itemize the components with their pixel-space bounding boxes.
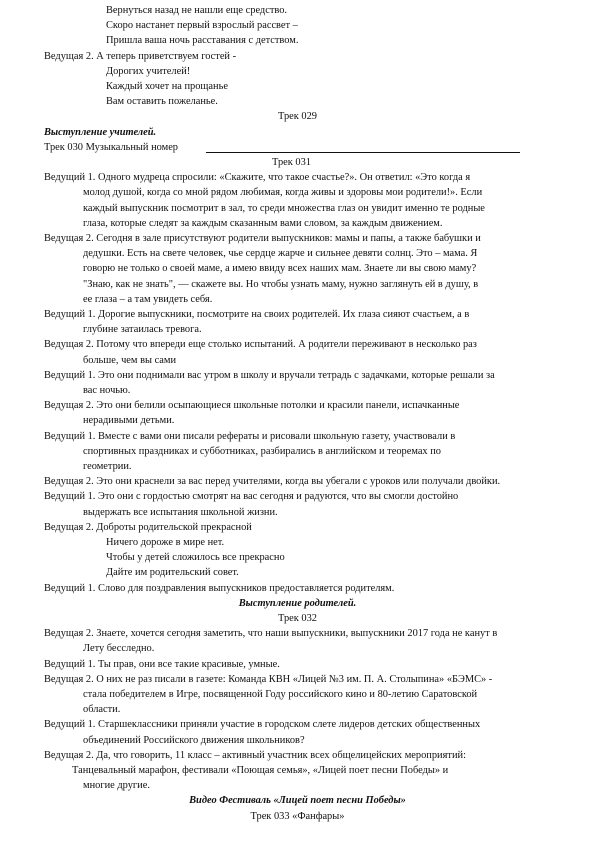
poem-line: Ничего дороже в мире нет. (106, 537, 225, 548)
speaker-line: Ведущий 1. Старшеклассники приняли участие в городском слете лидеров детских общественных (44, 719, 481, 731)
track-heading: Трек 033 «Фанфары» (250, 810, 345, 822)
poem-line: Вернуться назад не нашли еще средство. (106, 5, 287, 16)
section-heading: Выступление родителей. (238, 597, 357, 609)
text-line: спортивных праздниках и субботниках, разбирались в английском и теоремах по (83, 445, 441, 457)
text-line: дедушки. Есть на свете человек, чье сердце жарче и сильнее девяти солнц. Это – мама. Я (83, 248, 478, 260)
text-line: вас ночью. (83, 385, 131, 396)
text-line: глаза, которые следят за каждым сказанным вами словом, за каждым движением. (83, 217, 443, 229)
speaker-line: Ведущая 2. Доброты родительской прекрасной (44, 521, 252, 533)
text-line: говорю не только о своей маме, а имею ввиду всех наших мам. Знаете ли вы свою маму? (83, 263, 477, 275)
track-label: Трек 030 Музыкальный номер (44, 141, 179, 153)
speaker-line: Ведущий 1. Это они с гордостью смотрят на вас сегодня и радуются, что вы смогли достойно (44, 491, 459, 503)
text-line: Танцевальный марафон, фестивали «Поющая семья», «Лицей поет песни Победы» и (72, 765, 449, 776)
text-line: многие другие. (83, 780, 150, 792)
track-heading: Трек 031 (272, 157, 311, 168)
track-heading: Трек 032 (278, 613, 317, 624)
fill-in-line (206, 152, 520, 153)
poem-line: Дайте им родительский совет. (106, 567, 239, 579)
text-line: области. (83, 704, 121, 716)
track-heading: Трек 029 (278, 111, 317, 123)
poem-line: Дорогих учителей! (106, 65, 191, 77)
text-line: объединений Российского движения школьников? (83, 734, 305, 746)
speaker-line: Ведущая 2. Сегодня в зале присутствуют родители выпускников: мамы и папы, а также бабушки и (44, 233, 481, 244)
poem-line: Пришла ваша ночь расставания с детством. (106, 35, 299, 47)
text-line: Лету бесследно. (83, 643, 155, 655)
speaker-line: Ведущий 1. Слово для поздравления выпускников предоставляется родителям. (44, 582, 395, 594)
text-line: стала победителем в Игре, посвященной Году российского кино и 80-летию Саратовской (83, 689, 478, 700)
text-line: "Знаю, как не знать", — скажете вы. Но чтобы узнать маму, нужно заглянуть ей в душу, в (83, 278, 479, 290)
speaker-line: Ведущая 2. О них не раз писали в газете: Команда КВН «Лицей №3 им. П. А. Столыпина» «БЭМС» - (44, 673, 493, 685)
speaker-line: Ведущая 2. Знаете, хочется сегодня заметить, что наши выпускники, выпускники 2017 года не канут в (44, 628, 498, 640)
speaker-line: Ведущая 2. Потому что впереди еще столько испытаний. А родители переживают в несколько раз (44, 339, 477, 351)
speaker-line: Ведущий 1. Вместе с вами они писали рефераты и рисовали школьную газету, участвовали в (44, 430, 456, 442)
speaker-line: Ведущая 2. А теперь приветствуем гостей - (44, 50, 237, 62)
text-line: глубине затаилась тревога. (83, 324, 202, 336)
speaker-line: Ведущий 1. Ты прав, они все такие красивые, умные. (44, 658, 280, 670)
text-line: больше, чем вы сами (83, 354, 177, 366)
poem-line: Каждый хочет на прощанье (106, 81, 228, 92)
text-line: нерадивыми детьми. (83, 415, 175, 427)
poem-line: Скоро настанет первый взрослый рассвет – (106, 20, 298, 32)
text-line: каждый выпускник посмотрит в зал, то среди множества глаз он увидит именно те родные (83, 202, 485, 214)
poem-line: Вам оставить пожеланье. (106, 96, 218, 108)
speaker-line: Ведущий 1. Это они поднимали вас утром в школу и вручали тетрадь с задачками, которые решали за (44, 369, 495, 381)
video-heading: Видео Фестиваль «Лицей поет песни Победы» (189, 795, 406, 807)
section-heading: Выступление учителей. (44, 126, 157, 138)
speaker-line: Ведущий 1. Одного мудреца спросили: «Скажите, что такое счастье?». Он ответил: «Это когда я (44, 172, 471, 184)
text-line: ее глаза – а там увидеть себя. (83, 293, 213, 305)
text-line: молод душой, когда со мной рядом любимая, когда живы и здоровы мои родители!». Если (83, 187, 483, 199)
speaker-line: Ведущая 2. Это они краснели за вас перед учителями, когда вы убегали с уроков или получали двойки. (44, 476, 501, 488)
text-line: выдержать все испытания школьной жизни. (83, 506, 278, 518)
poem-line: Чтобы у детей сложилось все прекрасно (106, 552, 285, 564)
speaker-line: Ведущий 1. Дорогие выпускники, посмотрите на своих родителей. Их глаза сияют счастьем, а в (44, 309, 470, 320)
text-line: геометрии. (83, 461, 132, 472)
speaker-line: Ведущая 2. Да, что говорить, 11 класс – активный участник всех общелицейских мероприятий: (44, 749, 466, 761)
speaker-line: Ведущая 2. Это они белили осыпающиеся школьные потолки и красили панели, испачканные (44, 400, 460, 412)
